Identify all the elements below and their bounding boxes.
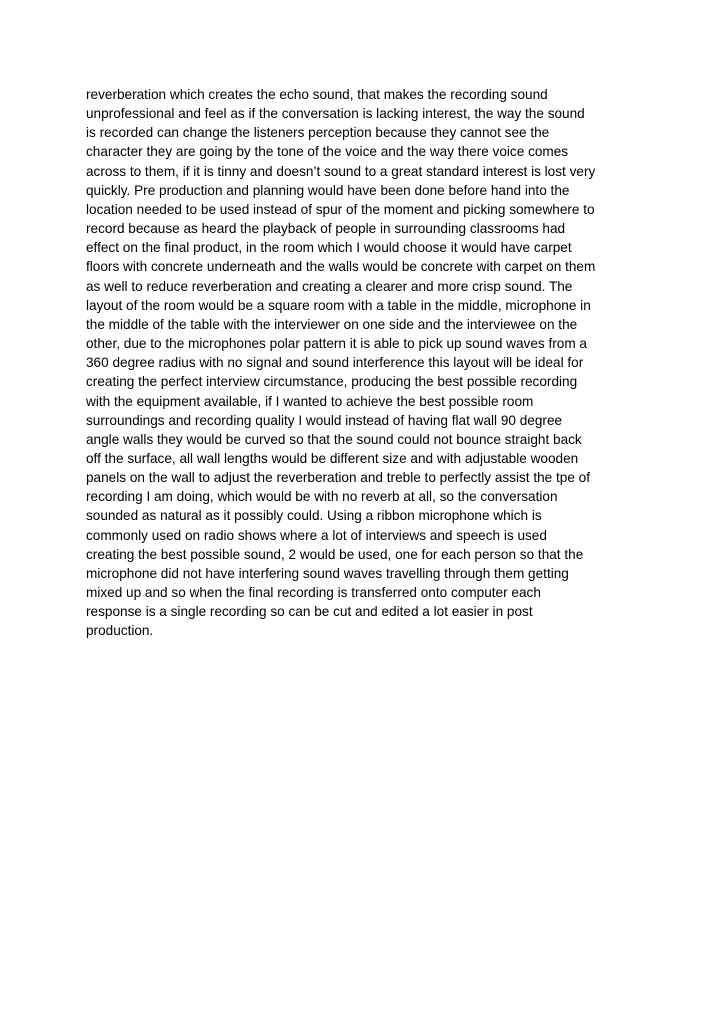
paragraph-line: floors with concrete underneath and the walls would be concrete with carpet on them — [86, 259, 596, 275]
paragraph-line: quickly. Pre production and planning would have been done before hand into the — [86, 182, 570, 198]
paragraph-line: creating the best possible sound, 2 would be used, one for each person so that the — [86, 546, 584, 562]
paragraph-line: mixed up and so when the final recording is transferred onto computer each — [86, 585, 541, 601]
paragraph-line: commonly used on radio shows where a lot of interviews and speech is used — [86, 527, 547, 543]
paragraph-line: creating the perfect interview circumstance, producing the best possible recording — [86, 374, 578, 390]
paragraph-line: with the equipment available, if I wanted to achieve the best possible room — [86, 393, 534, 409]
paragraph-line: 360 degree radius with no signal and sound interference this layout will be ideal for — [86, 355, 584, 371]
paragraph-line: microphone did not have interfering sound waves travelling through them getting — [86, 565, 569, 581]
paragraph-line: off the surface, all wall lengths would be different size and with adjustable wooden — [86, 450, 579, 466]
paragraph-line: across to them, if it is tinny and doesn’t sound to a great standard interest is lost very — [86, 163, 596, 179]
paragraph-line: as well to reduce reverberation and creating a clearer and more crisp sound. The — [86, 278, 573, 294]
paragraph-line: location needed to be used instead of spur of the moment and picking somewhere to — [86, 201, 595, 217]
paragraph-line: the middle of the table with the interviewer on one side and the interviewee on the — [86, 316, 578, 332]
paragraph-line: layout of the room would be a square room with a table in the middle, microphone in — [86, 297, 591, 313]
paragraph-line: sounded as natural as it possibly could. Using a ribbon microphone which is — [86, 508, 542, 524]
paragraph-line: is recorded can change the listeners perception because they cannot see the — [86, 125, 550, 141]
paragraph-line: angle walls they would be curved so that the sound could not bounce straight back — [86, 431, 582, 447]
paragraph-line: other, due to the microphones polar pattern it is able to pick up sound waves from a — [86, 336, 587, 352]
paragraph-line: unprofessional and feel as if the conversation is lacking interest, the way the sound — [86, 106, 585, 122]
paragraph-line: recording I am doing, which would be with no reverb at all, so the conversation — [86, 489, 558, 505]
body-paragraph — [86, 85, 666, 641]
paragraph-line: response is a single recording so can be cut and edited a lot easier in post — [86, 604, 533, 620]
paragraph-line: production. — [86, 623, 154, 639]
paragraph-line: surroundings and recording quality I would instead of having flat wall 90 degree — [86, 412, 563, 428]
paragraph-line: reverberation which creates the echo sound, that makes the recording sound — [86, 87, 548, 102]
paragraph-line: record because as heard the playback of people in surrounding classrooms had — [86, 221, 566, 237]
paragraph-line: panels on the wall to adjust the reverberation and treble to perfectly assist the tpe of — [86, 470, 591, 486]
paragraph-line: effect on the final product, in the room which I would choose it would have carpet — [86, 240, 572, 256]
paragraph-line: character they are going by the tone of the voice and the way there voice comes — [86, 144, 569, 160]
